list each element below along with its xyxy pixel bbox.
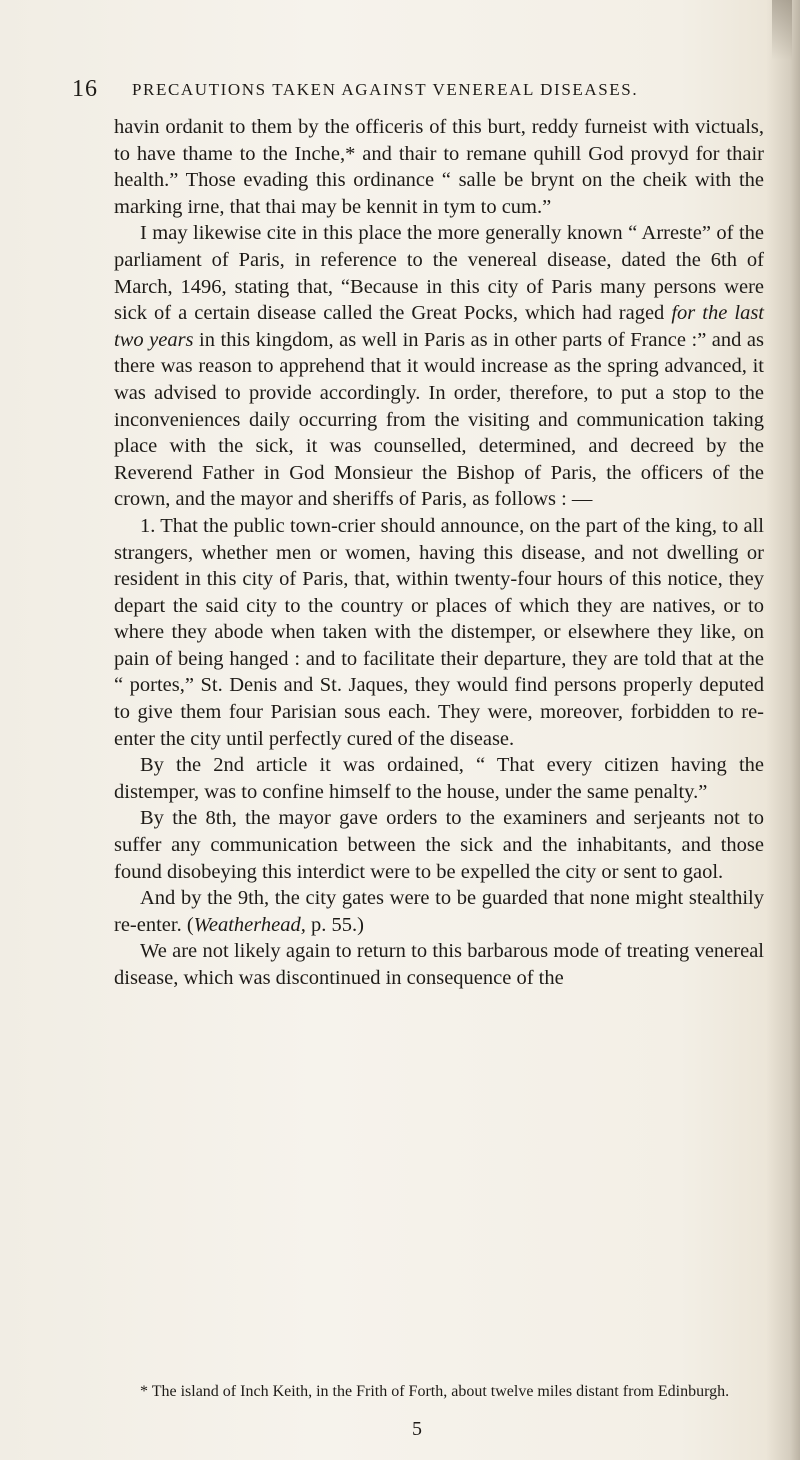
paragraph-6-part-a: And by the 9th, the city gates were to be guarded that none might stealthily re-enter. ( [114, 887, 764, 936]
paragraph-3: 1. That the public town-crier should announce, on the part of the king, to all strangers, whether men or women, having this disease, and not dwelling or resident in this city of Paris, that, within twenty-four hours of this notice, they depart the said city to the country or places of which they are natives, or to where they abode when taken with the distemper, or elsewhere they like, on pain of being hanged : and to facilitate their departure, they are told that at the “ portes,” St. Denis and St. Jaques, they would find persons properly deputed to give them four Parisian sous each. They were, moreover, forbidden to re-enter the city until perfectly cured of the disease. [114, 514, 764, 750]
page-number: 16 [72, 76, 98, 102]
paragraph-4: By the 2nd article it was ordained, “ That every citizen having the distemper, was to confine himself to the house, under the same penalty.” [114, 754, 764, 803]
paragraph-6 [114, 885, 764, 938]
paragraph-7: We are not likely again to return to this barbarous mode of treating venereal disease, which was discontinued in consequence of the [114, 940, 764, 989]
paragraph-2 [114, 220, 764, 513]
footnote-text: * The island of Inch Keith, in the Frith of Forth, about twelve miles distant from Edinburgh. [140, 1383, 730, 1400]
paragraph-2-part-a: I may likewise cite in this place the more generally known “ Arreste” of the parliament of Paris, in reference to the venereal disease, dated the 6th of March, 1496, stating that, “Because in this city of Paris many persons were sick of a certain disease called the Great Pocks, which had raged [114, 222, 764, 325]
paragraph-1: havin ordanit to them by the officeris of this burt, reddy furneist with victuals, to have thame to the Inche,* and thair to remane quhill God provyd for thair health.” Those evading this ordinance “ salle be brynt on the cheik with the marking irne, that thai may be kennit in tym to cum.” [114, 116, 764, 218]
paragraph-2-emphasis: for the last two years [114, 302, 764, 351]
running-head: PRECAUTIONS TAKEN AGAINST VENEREAL DISEASES. [132, 80, 639, 99]
paragraph-5: By the 8th, the mayor gave orders to the examiners and serjeants not to suffer any communication between the sick and the inhabitants, and those found disobeying this interdict were to be expelled the city or sent to gaol. [114, 807, 764, 883]
paragraph-6-emphasis: Weatherhead, [193, 913, 306, 936]
page-edge-shadow [766, 0, 800, 1460]
paragraph-2-part-b: in this kingdom, as well in Paris as in other parts of France :” and as there was reason to apprehend that it would increase as the spring advanced, it was advised to provide accordingly. In order, therefore, to put a stop to the inconveniences daily occurring from the visiting and communication taking place with the sick, it was counselled, determined, and decreed by the Reverend Father in God Monsieur the Bishop of Paris, the officers of the crown, and the mayor and sheriffs of Paris, as follows : — [114, 328, 764, 511]
body-text [114, 114, 764, 992]
page-header [72, 76, 732, 110]
page-corner-mark [772, 0, 792, 60]
paragraph-6-part-b: p. 55.) [305, 913, 364, 936]
footnote [114, 1382, 764, 1402]
signature-mark: 5 [412, 1418, 422, 1440]
